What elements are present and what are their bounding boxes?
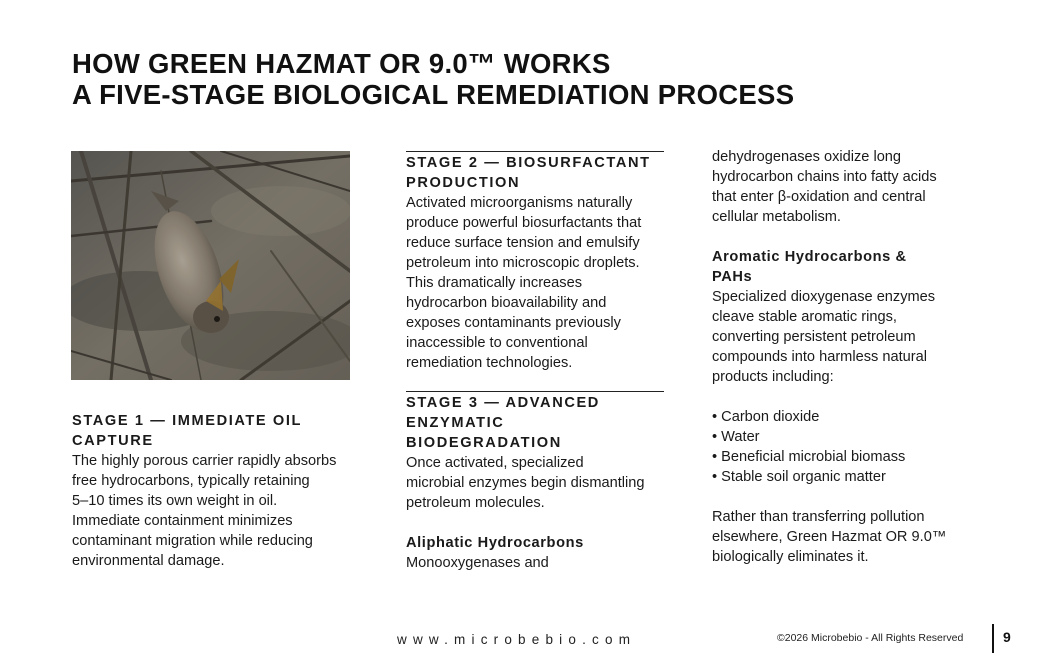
aliphatic-body-start: Monooxygenases and (406, 555, 549, 571)
page-title (72, 48, 794, 110)
aromatic-heading: Aromatic Hydrocarbons & PAHs (712, 249, 907, 285)
page-number: 9 (1003, 629, 1011, 645)
aliphatic-heading: Aliphatic Hydrocarbons (406, 535, 584, 551)
list-item: • Stable soil organic matter (712, 469, 886, 485)
list-item: • Beneficial microbial biomass (712, 449, 906, 465)
footer-divider (992, 624, 994, 653)
stage-3-body: Once activated, specialized microbial enzymes begin dismantling petroleum molecules. (406, 455, 645, 511)
footer-copyright: ©2026 Microbebio - All Rights Reserved (777, 632, 964, 644)
title-line-1: HOW GREEN HAZMAT OR 9.0™ WORKS (72, 48, 611, 79)
stage-3-divider (406, 391, 664, 392)
list-item: • Carbon dioxide (712, 409, 820, 425)
stage-2-divider (406, 151, 664, 152)
aromatic-body: Specialized dioxygenase enzymes cleave stable aromatic rings, converting persistent petroleum compounds into harmless natural products including: (712, 289, 936, 385)
aliphatic-body-continued: dehydrogenases oxidize long hydrocarbon chains into fatty acids that enter β-oxidation and central cellular metabolism. (712, 149, 937, 225)
stage-3-heading: STAGE 3 — ADVANCED ENZYMATIC BIODEGRADATION (406, 395, 600, 451)
stage-1-column (72, 411, 367, 571)
footer-website: www.microbebio.com (397, 632, 637, 647)
oil-covered-fish-photo (71, 151, 350, 380)
stage-2-body: Activated microorganisms naturally produce powerful biosurfactants that reduce surface tension and emulsify petroleum into microscopic droplets. This dramatically increases hydrocarbon bioavailability and exposes contaminants previously inaccessible to conventional remediation technologies. (406, 195, 642, 371)
stage-1-heading: STAGE 1 — IMMEDIATE OIL CAPTURE (72, 413, 303, 449)
products-list (712, 407, 974, 487)
stage-2-heading: STAGE 2 — BIOSURFACTANT PRODUCTION (406, 155, 651, 191)
stage-2-3-column (406, 151, 668, 573)
closing-statement: Rather than transferring pollution elsewhere, Green Hazmat OR 9.0™ biologically eliminates it. (712, 509, 947, 565)
title-line-2: A FIVE-STAGE BIOLOGICAL REMEDIATION PROCESS (72, 79, 795, 110)
stage-1-body: The highly porous carrier rapidly absorbs free hydrocarbons, typically retaining 5–10 times its own weight in oil. Immediate containment minimizes contaminant migration while reducing environmental damage. (72, 453, 337, 569)
enzymes-column (712, 147, 974, 567)
list-item: • Water (712, 429, 760, 445)
